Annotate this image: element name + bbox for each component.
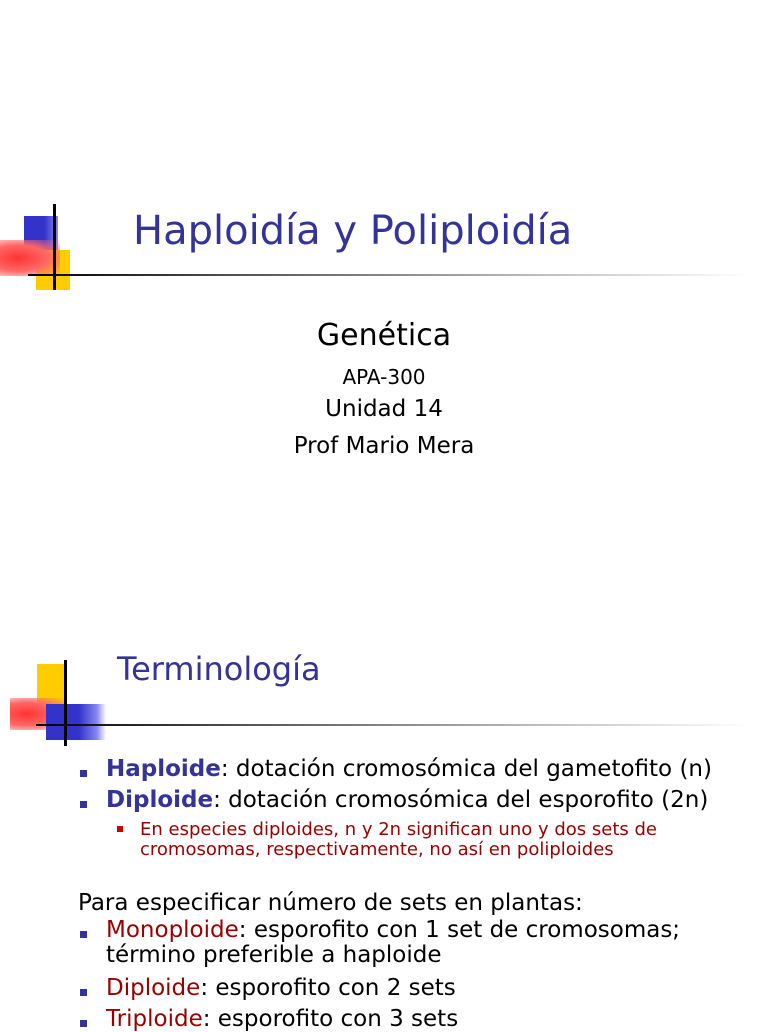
definition: : esporofito con 2 sets: [200, 975, 456, 1001]
definition: : dotación cromosómica del gametofito (n): [220, 756, 712, 782]
unit-label: Unidad 14: [325, 396, 443, 422]
intro-text: Para especificar número de sets en plantas:: [78, 890, 583, 916]
term: Haploide: [106, 756, 221, 782]
term: Triploide: [106, 1006, 203, 1032]
sub-bullet-marker: [117, 826, 123, 832]
definition: : esporofito con 3 sets: [202, 1006, 459, 1032]
sub-bullet-line: cromosomas, respectivamente, no así en poliploides: [140, 839, 614, 860]
definition: : dotación cromosómica del esporofito (2n): [213, 787, 709, 813]
term: Diploide: [106, 787, 214, 813]
professor-name: Prof Mario Mera: [293, 433, 475, 459]
list-item: [106, 787, 708, 813]
bullet-marker: [80, 801, 87, 808]
list-item: [106, 917, 680, 943]
bullet-marker: [80, 770, 87, 777]
term: Diploide: [106, 975, 201, 1001]
bullet-marker: [80, 989, 87, 996]
sub-bullet-line: En especies diploides, n y 2n significan uno y dos sets de: [140, 819, 657, 840]
slide-title-text: Haploidía y Poliploidía: [133, 208, 573, 254]
subtitle: Genética: [316, 318, 452, 353]
list-item-continuation: término preferible a haploide: [106, 942, 442, 968]
list-item: [106, 975, 456, 1001]
slide-title-text: Terminología: [117, 650, 321, 688]
definition: : esporofito con 1 set de cromosomas;: [238, 917, 681, 943]
list-item: [106, 756, 712, 782]
slide-terminology: [0, 620, 768, 1032]
list-item: [106, 1006, 458, 1032]
term: Monoploide: [106, 917, 239, 943]
bullet-marker: [80, 931, 87, 938]
course-code: APA-300: [342, 365, 426, 389]
